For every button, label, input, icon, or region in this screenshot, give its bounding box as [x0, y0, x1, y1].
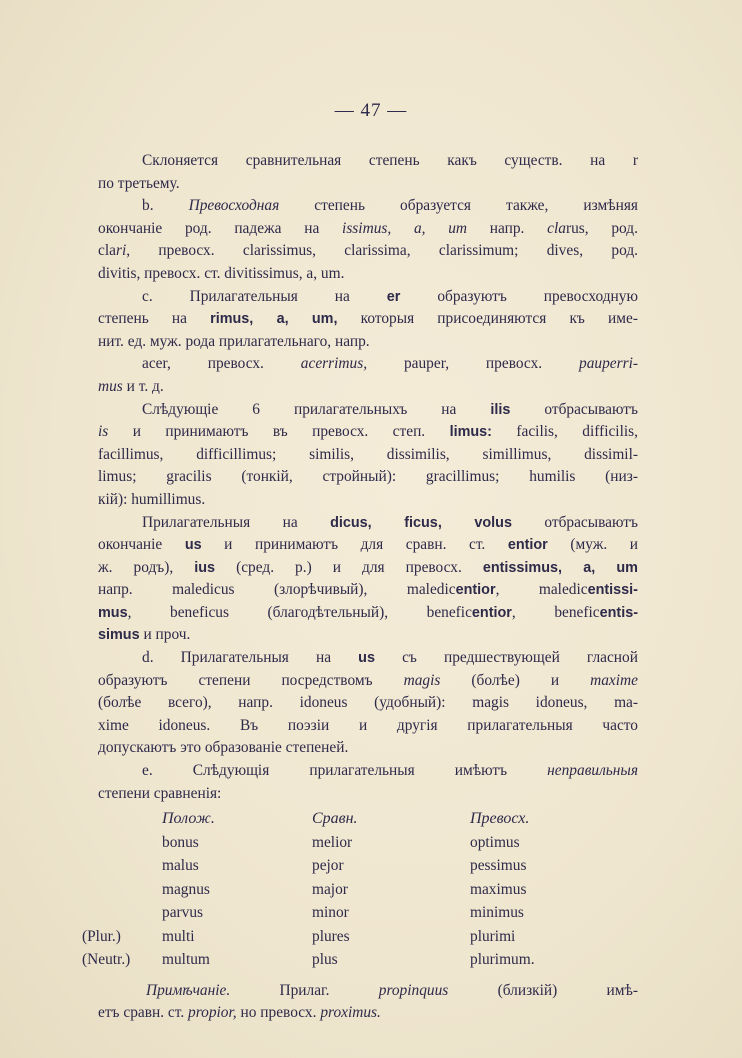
paragraph-marker: b. — [142, 197, 154, 215]
note-title: Примѣчаніе. — [146, 981, 231, 999]
text-run: и принимаютъ для сравн. ст. — [224, 536, 486, 554]
cell-comparative: major — [312, 880, 348, 898]
text-run: d. Прилагательныя на — [142, 649, 332, 667]
ending-italic: is — [98, 423, 109, 441]
stem-italic: cla — [547, 219, 566, 237]
table-header — [98, 807, 638, 831]
text-run: (муж. и — [570, 536, 638, 554]
text-line — [98, 980, 638, 1003]
text-line — [98, 173, 638, 196]
text-run: facilis, difficilis, — [516, 423, 638, 441]
text-run: (близкій) имѣ- — [497, 981, 638, 999]
text-run: по третьему. — [98, 174, 180, 192]
ending-bold: rimus, a, um, — [210, 311, 338, 328]
text-run: (сред. р.) и для превосх. — [236, 558, 462, 576]
table-row — [82, 948, 638, 972]
text-line — [98, 715, 638, 738]
text-line — [98, 579, 638, 602]
header-comparative: Сравн. — [312, 810, 358, 828]
ending-bold: dicus, ficus, volus — [330, 514, 512, 531]
text-line — [98, 624, 638, 647]
word-italic: mus — [98, 377, 123, 395]
text-run: , maledic — [495, 581, 588, 599]
ending-bold: entissi- — [587, 582, 638, 599]
text-run: , beneficus (благодѣтельный), benefic — [127, 603, 472, 621]
text-run: образуютъ степени посредствомъ — [98, 671, 373, 689]
term-italic: Превосходная — [188, 197, 280, 215]
text-line — [98, 399, 638, 422]
ending-bold: us — [184, 537, 202, 554]
text-run: (болѣе всего), напр. idoneus (удобный): magis idoneus, ma- — [98, 694, 638, 712]
cell-positive: parvus — [162, 904, 204, 922]
text-run: , превосх. clarissimus, clarissima, clarissimum; dives, род. — [126, 242, 638, 260]
text-run: Слѣдующіе 6 прилагательныхъ на — [142, 400, 457, 418]
text-run: которыя присоединяются къ име- — [360, 310, 638, 328]
ending-bold: simus — [98, 627, 140, 644]
text-line — [98, 670, 638, 693]
ending-bold: mus — [98, 604, 128, 621]
cell-positive: multi — [162, 927, 195, 945]
text-run: кій): humillimus. — [98, 490, 206, 508]
text-line — [98, 534, 638, 557]
text-run: и т. д. — [126, 377, 164, 395]
table-row — [98, 901, 638, 925]
cell-superlative: plurimum. — [470, 951, 535, 969]
text-run: c. Прилагательныя на — [142, 287, 350, 305]
ending-bold: er — [386, 288, 401, 305]
text-line — [98, 783, 638, 806]
text-run: етъ сравн. ст. — [98, 1004, 185, 1022]
text-run: xime idoneus. Въ поэзіи и другія прилагательныя часто — [98, 716, 638, 734]
word-italic: propinquus — [378, 981, 449, 999]
cell-positive: magnus — [162, 880, 210, 898]
text-line — [98, 421, 638, 444]
text-line — [98, 692, 638, 715]
text-line — [98, 286, 638, 309]
text-line — [98, 263, 638, 286]
text-run: divitis, превосх. ст. divitissimus, a, um. — [98, 264, 345, 282]
word-italic: magis — [403, 671, 441, 689]
text-line — [98, 489, 638, 512]
ending-bold: entis- — [599, 604, 639, 621]
table-row — [82, 925, 638, 949]
term-italic: неправильныя — [547, 762, 638, 780]
text-run: facillimus, difficillimus; similis, dissimilis, simillimus, dissimil- — [98, 445, 638, 463]
text-run: отбрасываютъ — [544, 513, 638, 531]
text-line — [98, 376, 638, 399]
text-line — [98, 240, 638, 263]
text-line — [98, 331, 638, 354]
text-run: степени сравненія: — [98, 784, 222, 802]
cell-comparative: minor — [312, 904, 349, 922]
cell-superlative: plurimi — [470, 927, 516, 945]
word-italic: maxime — [590, 671, 638, 689]
text-run: окончаніе род. падежа на — [98, 219, 320, 237]
cell-superlative: optimus — [470, 833, 520, 851]
text-run: Склоняется сравнительная степень какъ существ. на r — [142, 152, 638, 169]
text-line — [98, 150, 638, 173]
row-label: (Neutr.) — [82, 951, 131, 969]
text-line — [98, 308, 638, 331]
text-run: limus; gracilis (тонкій, стройный): gracillimus; humilis (низ- — [98, 468, 638, 486]
table-row — [98, 854, 638, 878]
ending-bold: entior — [471, 604, 512, 621]
text-run: ж. родъ), — [98, 558, 174, 576]
text-line — [98, 760, 638, 783]
cell-comparative: melior — [312, 833, 353, 851]
cell-positive: multum — [162, 951, 210, 969]
cell-superlative: pessimus — [470, 857, 527, 875]
text-line — [98, 353, 638, 376]
text-run: степень образуется также, измѣняя — [314, 197, 638, 215]
cell-comparative: plures — [312, 927, 350, 945]
word-italic: propior, — [188, 1004, 237, 1022]
ending-bold: entissimus, a, um — [482, 559, 638, 576]
word-italic: proximus. — [320, 1004, 381, 1022]
ending-bold: ius — [194, 559, 216, 576]
text-run: напр. — [489, 219, 525, 237]
text-run: acer, превосх. — [142, 355, 264, 373]
comparison-table — [82, 807, 638, 972]
text-line — [98, 737, 638, 760]
table-row — [98, 831, 638, 855]
text-run: e. Слѣдующія прилагательныя имѣютъ — [142, 762, 508, 780]
header-superlative: Превосх. — [470, 810, 530, 828]
text-line — [98, 512, 638, 535]
cell-positive: bonus — [162, 833, 199, 851]
ending-bold: entior — [455, 582, 496, 599]
ending-bold: ilis — [490, 401, 511, 418]
text-line — [98, 1002, 638, 1025]
row-label: (Plur.) — [82, 927, 121, 945]
text-line — [98, 647, 638, 670]
text-run: Прилаг. — [279, 981, 330, 999]
text-run: съ предшествующей гласной — [402, 649, 638, 667]
text-run: pauper, превосх. — [403, 355, 543, 373]
cell-comparative: pejor — [312, 857, 344, 875]
text-run: степень на — [98, 310, 187, 328]
text-run: допускаютъ это образованіе степеней. — [98, 739, 349, 757]
text-line — [98, 444, 638, 467]
text-run: отбрасываютъ — [544, 400, 638, 418]
text-run: образуютъ превосходную — [437, 287, 638, 305]
ending-bold: entior — [507, 537, 548, 554]
ending-bold: us — [358, 650, 375, 667]
word-italic: pauperri- — [579, 355, 638, 373]
header-positive: Полож. — [162, 810, 215, 828]
text-run: нит. ед. муж. рода прилагательнаго, напр. — [98, 332, 370, 350]
ending-italic: ri — [115, 242, 127, 260]
table-row — [98, 878, 638, 902]
text-line — [98, 557, 638, 580]
cell-comparative: plus — [312, 951, 338, 969]
text-run: (болѣе) и — [471, 671, 560, 689]
ending-bold: limus: — [449, 424, 492, 441]
page-body — [82, 150, 639, 1025]
text-line — [98, 195, 638, 218]
text-run: но превосх. — [240, 1004, 317, 1022]
text-run: cla — [98, 242, 116, 260]
word-italic: acerrimus, — [300, 355, 368, 373]
text-run: и принимаютъ въ превосх. степ. — [132, 423, 426, 441]
cell-superlative: minimus — [470, 904, 524, 922]
text-run: и проч. — [143, 626, 191, 644]
cell-superlative: maximus — [470, 880, 527, 898]
ending-italic: issimus, a, um — [342, 219, 468, 237]
page-number: — 47 — — [334, 100, 408, 121]
text-run: напр. maledicus (злорѣчивый), maledic — [98, 581, 456, 599]
text-run: rus, род. — [565, 219, 638, 237]
text-line — [98, 218, 638, 241]
text-line — [98, 466, 638, 489]
text-run: окончаніе — [98, 536, 163, 554]
text-line — [98, 602, 638, 625]
text-run: , benefic — [511, 603, 600, 621]
cell-positive: malus — [162, 857, 199, 875]
text-run: Прилагательныя на — [142, 513, 298, 531]
